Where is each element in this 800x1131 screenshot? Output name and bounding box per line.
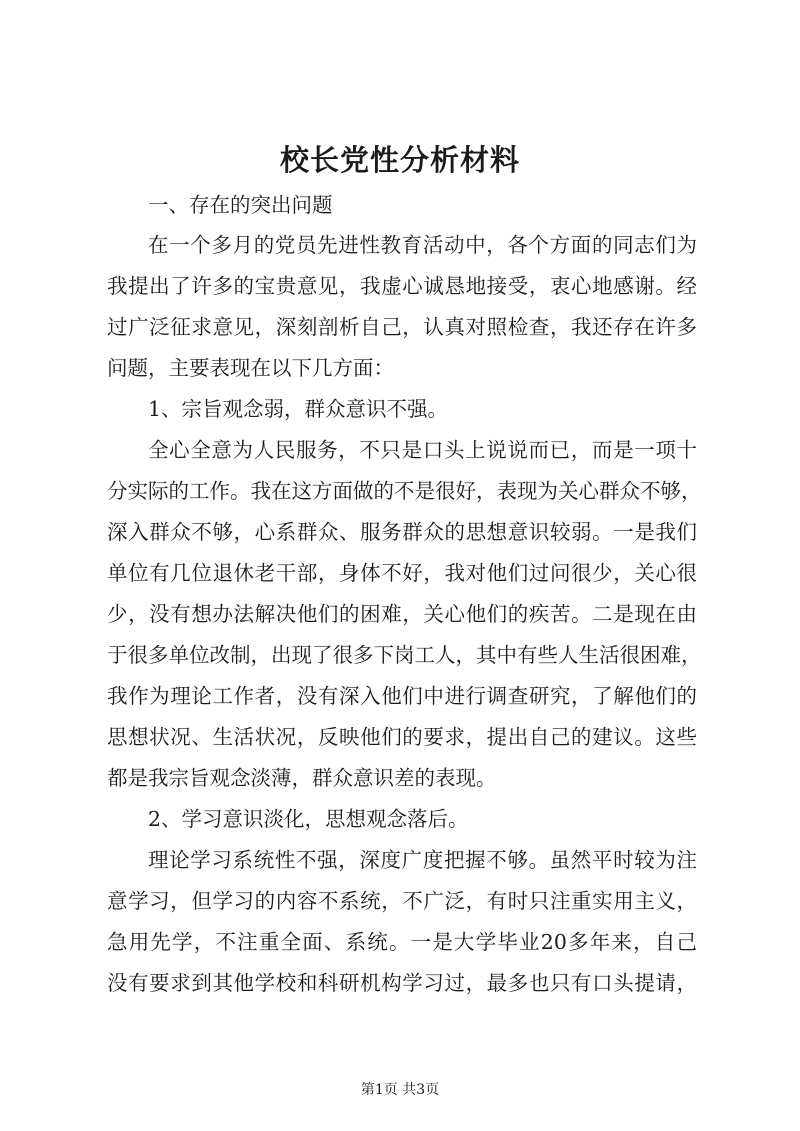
paragraph-line: 我提出了许多的宝贵意见，我虚心诚恳地接受，衷心地感谢。经 [107, 274, 697, 298]
paragraph-line: 过广泛征求意见，深刻剖析自己，认真对照检查，我还存在许多 [107, 315, 697, 339]
paragraph-line: 我作为理论工作者，没有深入他们中进行调查研究，了解他们的 [107, 684, 697, 708]
paragraph-line: 理论学习系统性不强，深度广度把握不够。虽然平时较为注 [148, 848, 697, 872]
page-footer: 第1页 共3页 [360, 1082, 440, 1098]
paragraph-line: 思想状况、生活状况，反映他们的要求，提出自己的建议。这些 [107, 725, 697, 749]
document-title: 校长党性分析材料 [279, 143, 520, 177]
paragraph-line: 于很多单位改制，出现了很多下岗工人，其中有些人生活很困难， [107, 643, 702, 667]
paragraph-line: 分实际的工作。我在这方面做的不是很好，表现为关心群众不够， [107, 479, 702, 503]
section-heading: 一、存在的突出问题 [148, 193, 333, 217]
paragraph-line: 都是我宗旨观念淡薄，群众意识差的表现。 [107, 766, 497, 790]
paragraph-line: 没有要求到其他学校和科研机构学习过，最多也只有口头提请， [107, 971, 697, 995]
paragraph-line: 全心全意为人民服务，不只是口头上说说而已，而是一项十 [148, 438, 697, 462]
paragraph-line: 深入群众不够，心系群众、服务群众的思想意识较弱。一是我们 [107, 520, 697, 544]
subheading: 1、宗旨观念弱，群众意识不强。 [148, 397, 449, 421]
paragraph-line: 急用先学，不注重全面、系统。一是大学毕业20多年来，自己 [107, 930, 697, 954]
paragraph-line: 意学习，但学习的内容不系统，不广泛，有时只注重实用主义， [107, 889, 697, 913]
paragraph-line: 问题，主要表现在以下几方面： [107, 356, 394, 380]
paragraph-line: 单位有几位退休老干部，身体不好，我对他们过问很少，关心很 [107, 561, 697, 585]
paragraph-line: 在一个多月的党员先进性教育活动中，各个方面的同志们为 [148, 233, 697, 257]
subheading: 2、学习意识淡化，思想观念落后。 [148, 807, 469, 831]
paragraph-line: 少，没有想办法解决他们的困难，关心他们的疾苦。二是现在由 [107, 602, 697, 626]
